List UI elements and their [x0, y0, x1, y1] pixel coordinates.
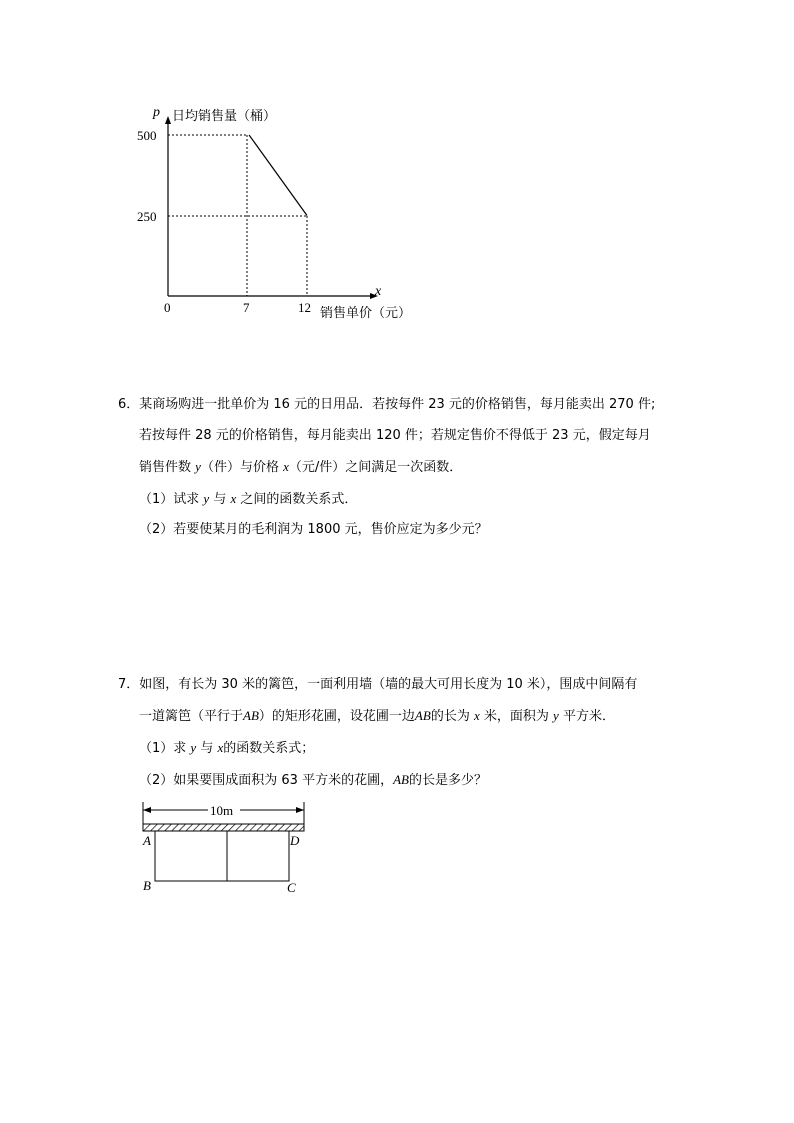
- x-tick-7: 7: [243, 300, 250, 315]
- q6-sub-1: [139, 489, 357, 510]
- q6-line-3-text-c: （元/件）之间满足一次函数．: [288, 460, 463, 475]
- q7-line-2-ab: AB: [243, 708, 259, 723]
- point-d-label: D: [290, 833, 300, 848]
- q6-sub-1-text-a: （1）试求: [139, 492, 200, 507]
- dim-arrow-left: [143, 807, 151, 813]
- y-symbol: p: [153, 105, 160, 120]
- q7-var-x: x: [473, 708, 480, 723]
- q7-sub-2: [139, 770, 487, 791]
- q6-sub-2: （2）若要使某月的毛利润为 1800 元，售价应定为多少元？: [139, 522, 488, 537]
- q6-line-3-text-a: 销售件数: [139, 460, 192, 475]
- q6-sub-1-var-y: y: [203, 491, 210, 506]
- data-segment: [249, 135, 307, 216]
- q7-sub-2-text-b: 的长是多少？: [408, 773, 487, 788]
- q7-sub-1-text-a: （1）求: [139, 741, 187, 756]
- q7-line-2-text-b: ）的矩形花圃，设花圃一边: [258, 709, 415, 724]
- q6-sub-1-var-x: x: [230, 491, 237, 506]
- x-symbol: x: [375, 284, 382, 299]
- q6-var-x: x: [283, 459, 289, 474]
- q6-sub-1-text-c: 之间的函数关系式．: [240, 492, 358, 507]
- point-c-label: C: [287, 880, 296, 895]
- q7-line-2: [139, 706, 615, 727]
- graph-svg: [0, 0, 794, 340]
- garden-rectangle: [155, 831, 289, 881]
- y-axis-arrow: [165, 116, 171, 124]
- wall-length-label: 10m: [210, 803, 234, 818]
- q7-sub-2-text-a: （2）如果要围成面积为 63 平方米的花圃，: [139, 773, 394, 788]
- q6-var-y: y: [195, 459, 201, 474]
- x-axis-label: 销售单价（元）: [320, 306, 412, 321]
- q7-sub-1: [139, 738, 314, 759]
- q7-sub-2-ab: AB: [393, 772, 409, 787]
- q7-line-2-text-a: 一道篱笆（平行于: [139, 709, 244, 724]
- q7-sub-1-var-x: x: [217, 740, 224, 755]
- point-b-label: B: [143, 878, 151, 893]
- q7-line-2-text-e: 平方米．: [562, 709, 615, 724]
- dim-arrow-right: [296, 807, 304, 813]
- y-axis-label: 日均销售量（桶）: [172, 109, 277, 124]
- x-tick-12: 12: [298, 300, 311, 315]
- q7-line-2-text-c: 的长为: [430, 709, 470, 724]
- q7-var-y: y: [553, 708, 559, 723]
- q6-line-3-text-b: （件）与价格: [200, 460, 279, 475]
- x-tick-0: 0: [164, 300, 171, 315]
- q7-line-2-text-d: 米，面积为: [483, 709, 549, 724]
- q6-sub-1-text-b: 与: [213, 492, 227, 507]
- q7-sub-1-text-c: 的函数关系式；: [223, 741, 315, 756]
- garden-svg: [0, 790, 794, 900]
- wall: [143, 824, 304, 831]
- q6-line-2: 若按每件 28 元的价格销售，每月能卖出 120 件；若规定售价不得低于 23 元，假定每月: [139, 428, 651, 443]
- y-tick-500: 500: [137, 128, 157, 143]
- q7-sub-1-var-y: y: [190, 740, 197, 755]
- q7-line-2-ab-2: AB: [414, 708, 431, 723]
- q6-line-3: [139, 457, 462, 478]
- q7-sub-1-text-b: 与: [200, 741, 214, 756]
- point-a-label: A: [143, 833, 151, 848]
- y-tick-250: 250: [137, 209, 157, 224]
- q6-line-1: 6．某商场购进一批单价为 16 元的日用品．若按每件 23 元的价格销售，每月能卖出 270 件;: [118, 397, 656, 412]
- q7-line-1: 7．如图，有长为 30 米的篱笆，一面利用墙（墙的最大可用长度为 10 米），围成中间隔有: [118, 677, 638, 692]
